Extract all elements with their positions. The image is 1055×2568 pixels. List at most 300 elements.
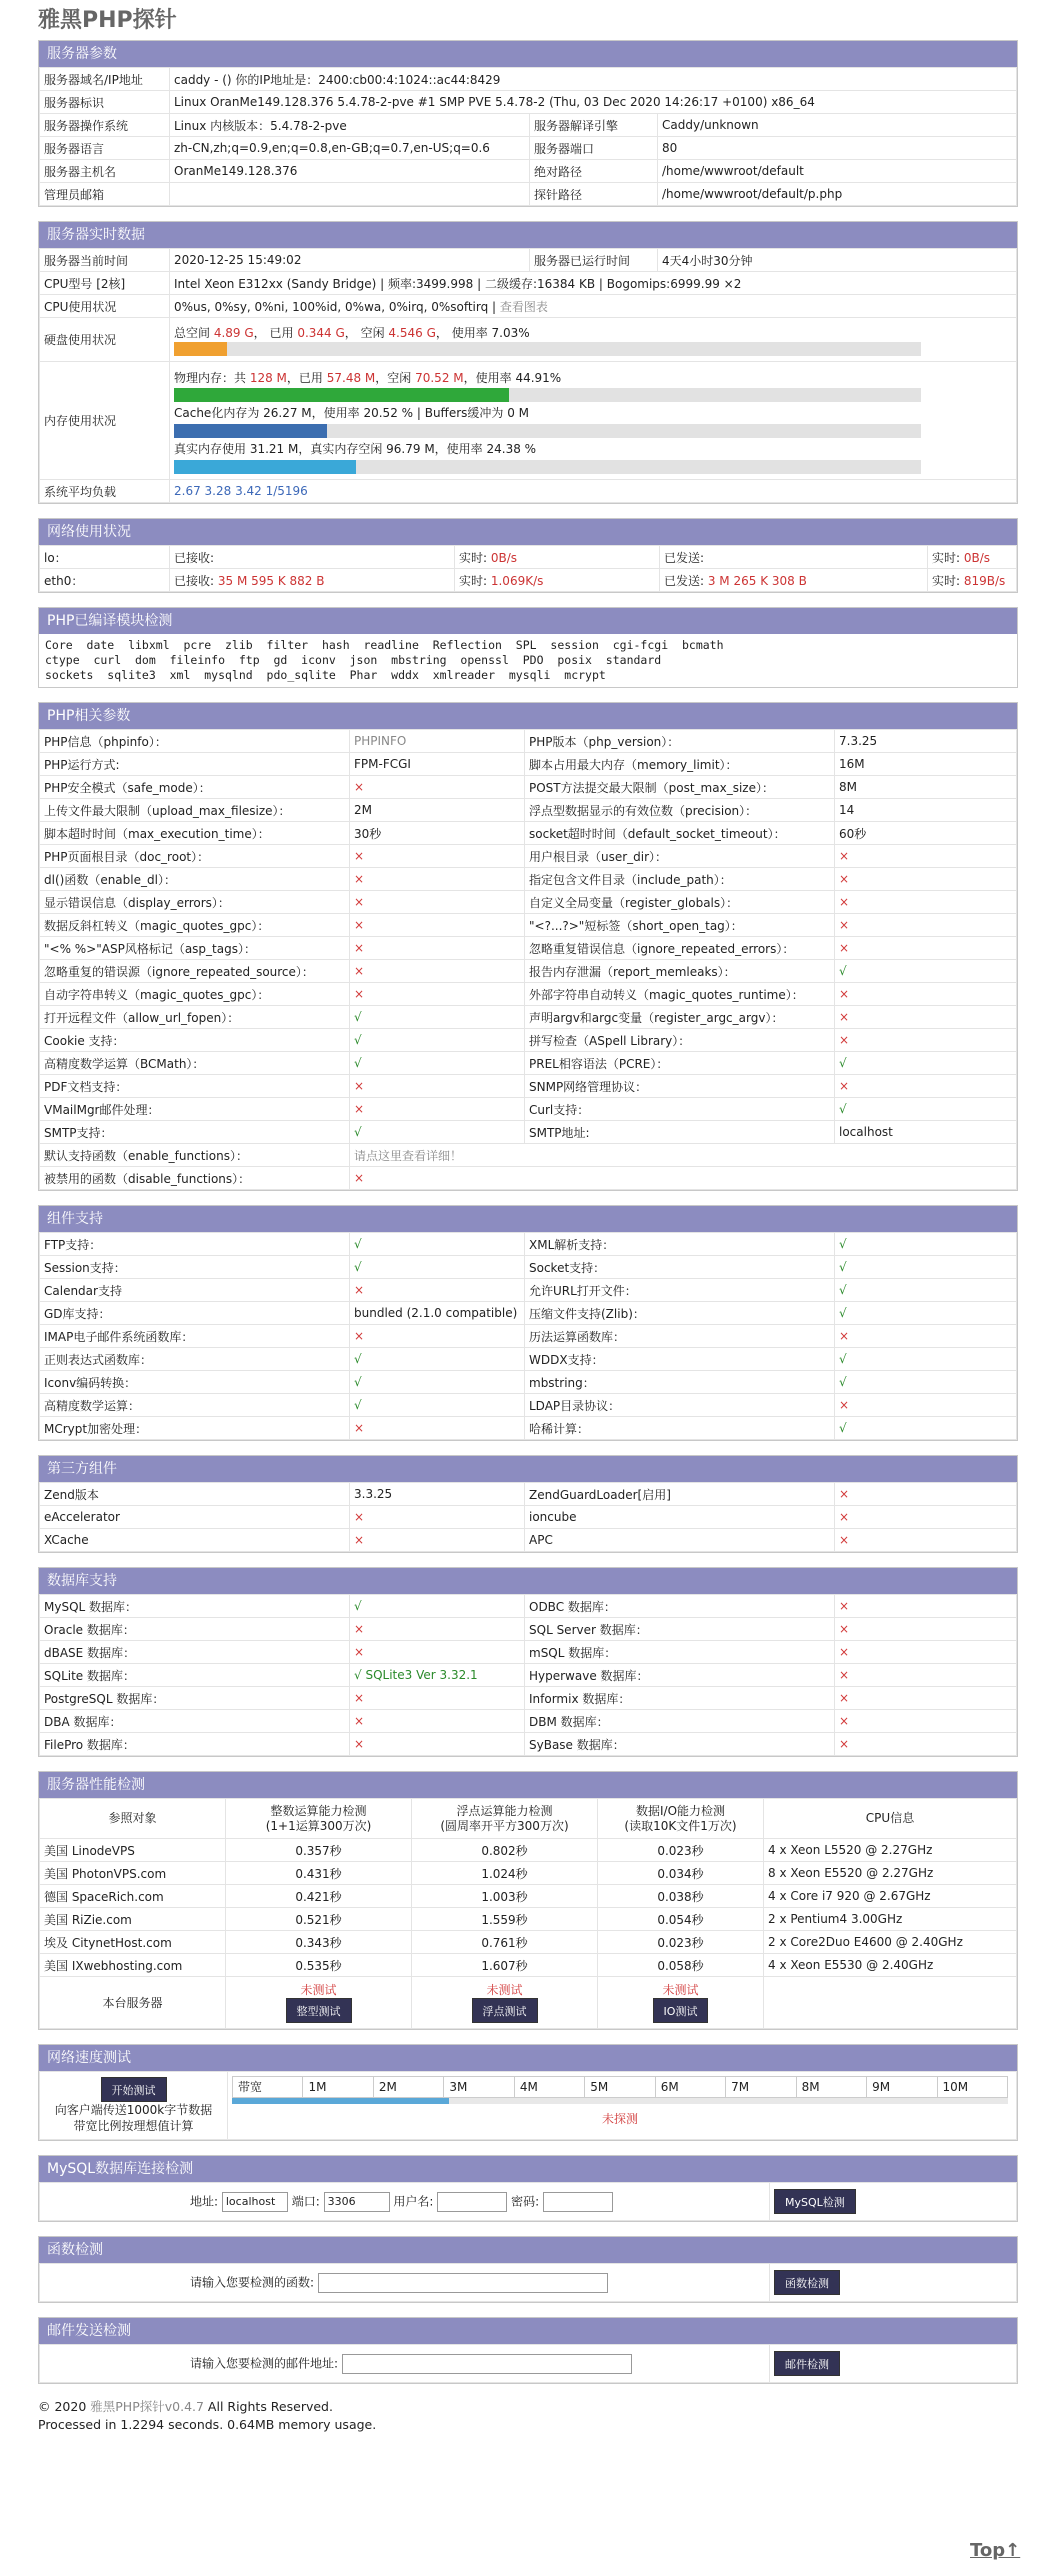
physical-memory-fill bbox=[174, 388, 509, 402]
param-label: 历法运算函数库： bbox=[525, 1325, 835, 1348]
param-value: 30秒 bbox=[350, 822, 525, 845]
benchmark-value: 0.034秒 bbox=[598, 1862, 764, 1885]
param-value: × bbox=[350, 1279, 525, 1302]
components-table bbox=[39, 1232, 1017, 1440]
footer: © 2020 雅黑PHP探针v0.4.7 All Rights Reserved. Processed in 1.2294 seconds. 0.64MB memory usage. bbox=[38, 2398, 1018, 2434]
disk-total: 4.89 G bbox=[213, 325, 254, 340]
table-row bbox=[40, 183, 1017, 206]
param-value: × bbox=[835, 891, 1017, 914]
benchmark-value: 4 x Xeon E5530 @ 2.40GHz bbox=[764, 1954, 1017, 1977]
param-label: 拼写检查（ASpell Library）： bbox=[525, 1029, 835, 1052]
param-value: × bbox=[350, 1417, 525, 1440]
table-row bbox=[40, 914, 1017, 937]
physical-memory-bar bbox=[174, 388, 921, 402]
disk-usage-bar bbox=[174, 342, 921, 356]
received-label: 已接收: bbox=[174, 573, 218, 588]
table-row bbox=[40, 1121, 1017, 1144]
password-input[interactable] bbox=[543, 2192, 613, 2212]
column-header-line: (圆周率开平方300万次) bbox=[440, 1818, 569, 1833]
mail-check-button[interactable]: 邮件检测 bbox=[774, 2351, 840, 2376]
param-label: GD库支持： bbox=[40, 1302, 350, 1325]
table-row bbox=[40, 1006, 1017, 1029]
param-value: × bbox=[350, 1687, 525, 1710]
param-value[interactable]: PHPINFO bbox=[350, 730, 525, 753]
table-row bbox=[40, 1733, 1017, 1756]
param-label: dl()函数（enable_dl）： bbox=[40, 868, 350, 891]
param-label: PDF文档支持： bbox=[40, 1075, 350, 1098]
param-value: 16M bbox=[835, 753, 1017, 776]
mem-used: 57.48 M bbox=[326, 370, 376, 385]
param-value: 3.3.25 bbox=[350, 1483, 525, 1506]
param-label: 自定义全局变量（register_globals）： bbox=[525, 891, 835, 914]
mail-input[interactable] bbox=[342, 2354, 632, 2374]
section-header: 邮件发送检测 bbox=[39, 2318, 1017, 2344]
param-label: 哈稀计算： bbox=[525, 1417, 835, 1440]
table-row bbox=[40, 1279, 1017, 1302]
column-header bbox=[412, 1799, 598, 1839]
param-label: SQL Server 数据库： bbox=[525, 1618, 835, 1641]
benchmark-value: 4 x Core i7 920 @ 2.67GHz bbox=[764, 1885, 1017, 1908]
param-label: Session支持： bbox=[40, 1256, 350, 1279]
param-label: IMAP电子邮件系统函数库： bbox=[40, 1325, 350, 1348]
received-cell bbox=[170, 569, 455, 592]
param-value: × bbox=[835, 1618, 1017, 1641]
table-row bbox=[40, 1394, 1017, 1417]
table-row bbox=[40, 983, 1017, 1006]
table-row bbox=[40, 137, 1017, 160]
table-row bbox=[40, 1417, 1017, 1440]
param-value: × bbox=[835, 914, 1017, 937]
port-input[interactable]: 3306 bbox=[324, 2192, 390, 2212]
table-row bbox=[40, 1595, 1017, 1618]
param-value: √ bbox=[835, 1417, 1017, 1440]
param-label: DBM 数据库： bbox=[525, 1710, 835, 1733]
column-header-line: 参照对象 bbox=[108, 1811, 157, 1825]
param-label: eAccelerator bbox=[40, 1506, 350, 1529]
param-value: × bbox=[835, 1595, 1017, 1618]
param-label: 显示错误信息（display_errors）： bbox=[40, 891, 350, 914]
function-input[interactable] bbox=[318, 2273, 608, 2293]
param-value: × bbox=[350, 845, 525, 868]
section-header: 服务器实时数据 bbox=[39, 222, 1017, 248]
param-value: × bbox=[835, 1710, 1017, 1733]
real-memory-fill bbox=[174, 460, 356, 474]
param-label: 服务器标识 bbox=[40, 91, 170, 114]
cpu-model-value: Intel Xeon E312xx (Sandy Bridge) | 频率:3499.998 | 二级缓存:16384 KB | Bogomips:6999.99 ×2 bbox=[170, 272, 1017, 295]
param-value: 8M bbox=[835, 776, 1017, 799]
param-label: Iconv编码转换： bbox=[40, 1371, 350, 1394]
benchmark-value: 1.559秒 bbox=[412, 1908, 598, 1931]
benchmark-value: 0.058秒 bbox=[598, 1954, 764, 1977]
table-row bbox=[40, 114, 1017, 137]
param-value: √ bbox=[835, 960, 1017, 983]
compiled-modules-list: Core date libxml pcre zlib filter hash readline Reflection SPL session cgi-fcgi bcmath ctype curl dom fileinfo ftp gd iconv json mbstring openssl PDO posix standard sockets sqlite3 xml mysqlnd pdo_sqlite Phar wddx xmlreader mysqli mcrypt bbox=[45, 638, 724, 682]
disk-label: 硬盘使用状况 bbox=[40, 318, 170, 362]
benchmark-value: 0.054秒 bbox=[598, 1908, 764, 1931]
param-value: × bbox=[350, 1075, 525, 1098]
column-header-line: (读取10K文件1万次) bbox=[624, 1818, 737, 1833]
table-row bbox=[40, 1098, 1017, 1121]
param-value: × bbox=[835, 1029, 1017, 1052]
table-row bbox=[40, 1506, 1017, 1529]
interface-name: eth0： bbox=[40, 569, 170, 592]
section-header: 服务器参数 bbox=[39, 41, 1017, 67]
param-value: × bbox=[835, 868, 1017, 891]
reference-server: 美国 PhotonVPS.com bbox=[40, 1862, 226, 1885]
param-value: 14 bbox=[835, 799, 1017, 822]
param-label: "<?...?>"短标签（short_open_tag）： bbox=[525, 914, 835, 937]
param-label: 数据反斜杠转义（magic_quotes_gpc）： bbox=[40, 914, 350, 937]
table-row bbox=[40, 1885, 1017, 1908]
table-row bbox=[40, 1710, 1017, 1733]
realtime-table bbox=[39, 248, 1017, 503]
param-value: × bbox=[350, 983, 525, 1006]
table-row bbox=[40, 937, 1017, 960]
cpu-usage-label: CPU使用状况 bbox=[40, 295, 170, 318]
real-memory-text: 真实内存使用 31.21 M，真实内存空闲 96.79 M，使用率 24.38 % bbox=[174, 441, 537, 456]
table-row bbox=[40, 1302, 1017, 1325]
param-value: bundled (2.1.0 compatible) bbox=[350, 1302, 525, 1325]
third-party-table bbox=[39, 1482, 1017, 1552]
param-value: √ bbox=[350, 1371, 525, 1394]
table-row bbox=[40, 1618, 1017, 1641]
param-value: /home/wwwroot/default/p.php bbox=[658, 183, 1017, 206]
param-value: × bbox=[350, 1710, 525, 1733]
mysql-check-table bbox=[39, 2182, 1017, 2221]
param-label: mbstring： bbox=[525, 1371, 835, 1394]
local-server-label: 本台服务器 bbox=[40, 1977, 226, 2029]
param-value: 60秒 bbox=[835, 822, 1017, 845]
sent-value: 3 M 265 K 308 B bbox=[707, 573, 807, 588]
param-value: × bbox=[835, 845, 1017, 868]
address-input[interactable]: localhost bbox=[222, 2192, 288, 2212]
table-row bbox=[40, 891, 1017, 914]
performance-section bbox=[38, 1771, 1018, 2030]
table-row bbox=[40, 1348, 1017, 1371]
param-label: ODBC 数据库： bbox=[525, 1595, 835, 1618]
param-label: 服务器解译引擎 bbox=[530, 114, 658, 137]
third-party-section bbox=[38, 1455, 1018, 1553]
param-label: Curl支持： bbox=[525, 1098, 835, 1121]
table-row bbox=[40, 1233, 1017, 1256]
real-memory-bar bbox=[174, 460, 921, 474]
param-label: 用户根目录（user_dir）： bbox=[525, 845, 835, 868]
sent-label: 已发送: bbox=[664, 573, 708, 588]
speed-progress-fill bbox=[232, 2098, 449, 2104]
scale-label: 2M bbox=[374, 2077, 444, 2097]
view-chart-link[interactable]: 查看图表 bbox=[499, 299, 548, 314]
param-value: /home/wwwroot/default bbox=[658, 160, 1017, 183]
int-test-cell: 未测试 整型测试 bbox=[226, 1977, 412, 2029]
section-header: 网络速度测试 bbox=[39, 2045, 1017, 2071]
param-value: 2M bbox=[350, 799, 525, 822]
param-value: × bbox=[835, 1733, 1017, 1756]
cache-memory-fill bbox=[174, 424, 327, 438]
function-check-section bbox=[38, 2236, 1018, 2303]
memory-label: 内存使用状况 bbox=[40, 362, 170, 480]
param-value: × bbox=[835, 1641, 1017, 1664]
tx-rate: 0B/s bbox=[963, 550, 991, 565]
param-value: × bbox=[350, 1325, 525, 1348]
mail-label: 请输入您要检测的邮件地址: bbox=[190, 2356, 339, 2370]
tx-rate: 819B/s bbox=[963, 573, 1006, 588]
param-value: caddy - () 你的IP地址是：2400:cb00:4:1024::ac44:8429 bbox=[170, 68, 1017, 91]
param-value: × bbox=[350, 937, 525, 960]
enable-functions-link[interactable]: 请点这里查看详细！ bbox=[350, 1144, 1017, 1167]
param-label: APC bbox=[525, 1529, 835, 1552]
sent-cell bbox=[660, 546, 928, 569]
param-label: 服务器端口 bbox=[530, 137, 658, 160]
php-params-section bbox=[38, 702, 1018, 1191]
param-label: 脚本占用最大内存（memory_limit）： bbox=[525, 753, 835, 776]
benchmark-value: 2 x Core2Duo E4600 @ 2.40GHz bbox=[764, 1931, 1017, 1954]
section-header: PHP已编译模块检测 bbox=[39, 608, 1017, 634]
section-header: MySQL数据库连接检测 bbox=[39, 2156, 1017, 2182]
table-row bbox=[40, 1908, 1017, 1931]
param-value: √ bbox=[835, 1052, 1017, 1075]
back-to-top-link[interactable]: Top↑ bbox=[970, 2540, 1021, 2561]
scale-label: 4M bbox=[515, 2077, 585, 2097]
table-row bbox=[40, 1664, 1017, 1687]
param-value: √ bbox=[350, 1052, 525, 1075]
table-row bbox=[40, 1862, 1017, 1885]
speed-desc-1: 向客户端传送1000k字节数据 bbox=[54, 2103, 213, 2117]
param-value: × bbox=[350, 914, 525, 937]
uptime-label: 服务器已运行时间 bbox=[530, 249, 658, 272]
int-test-button[interactable]: 整型测试 bbox=[286, 1998, 352, 2023]
reference-server: 德国 SpaceRich.com bbox=[40, 1885, 226, 1908]
username-label: 用户名: bbox=[393, 2194, 434, 2208]
param-label: 报告内存泄漏（report_memleaks）： bbox=[525, 960, 835, 983]
table-row bbox=[40, 1839, 1017, 1862]
realtime-section bbox=[38, 221, 1018, 504]
param-label: Cookie 支持： bbox=[40, 1029, 350, 1052]
param-label: PHP信息（phpinfo）： bbox=[40, 730, 350, 753]
bandwidth-scale bbox=[232, 2076, 1008, 2098]
param-value: √ bbox=[350, 1121, 525, 1144]
tx-rate-cell bbox=[928, 546, 1017, 569]
section-header: 数据库支持 bbox=[39, 1568, 1017, 1594]
param-label: FTP支持： bbox=[40, 1233, 350, 1256]
param-value: × bbox=[350, 1506, 525, 1529]
disk-free: 4.546 G bbox=[388, 325, 436, 340]
param-value: √ bbox=[350, 1595, 525, 1618]
param-value: √ bbox=[835, 1098, 1017, 1121]
mem-free: 70.52 M bbox=[415, 370, 464, 385]
time-label: 服务器当前时间 bbox=[40, 249, 170, 272]
benchmark-value: 1.003秒 bbox=[412, 1885, 598, 1908]
mail-form bbox=[40, 2345, 770, 2383]
param-label: PHP页面根目录（doc_root）： bbox=[40, 845, 350, 868]
param-value: × bbox=[835, 937, 1017, 960]
column-header bbox=[764, 1799, 1017, 1839]
table-row bbox=[40, 1052, 1017, 1075]
tx-rate-cell bbox=[928, 569, 1017, 592]
param-value: FPM-FCGI bbox=[350, 753, 525, 776]
received-cell bbox=[170, 546, 455, 569]
param-label: 忽略重复错误信息（ignore_repeated_errors）： bbox=[525, 937, 835, 960]
param-label: PHP安全模式（safe_mode）： bbox=[40, 776, 350, 799]
param-label: 指定包含文件目录（include_path）： bbox=[525, 868, 835, 891]
param-label: 高精度数学运算（BCMath）： bbox=[40, 1052, 350, 1075]
table-row bbox=[40, 868, 1017, 891]
table-row bbox=[40, 1325, 1017, 1348]
mem-total: 128 M bbox=[249, 370, 287, 385]
param-value: √ bbox=[350, 1348, 525, 1371]
column-header-line: 浮点运算能力检测 bbox=[456, 1803, 553, 1818]
param-value: zh-CN,zh;q=0.9,en;q=0.8,en-GB;q=0.7,en-US;q=0.6 bbox=[170, 137, 530, 160]
param-value: √ bbox=[835, 1302, 1017, 1325]
benchmark-value: 4 x Xeon L5520 @ 2.27GHz bbox=[764, 1839, 1017, 1862]
table-row bbox=[40, 569, 1017, 592]
cpu-usage-cell: 0%us, 0%sy, 0%ni, 100%id, 0%wa, 0%irq, 0%softirq | 查看图表 bbox=[170, 295, 1017, 318]
param-label: Informix 数据库： bbox=[525, 1687, 835, 1710]
param-label: 忽略重复的错误源（ignore_repeated_source）： bbox=[40, 960, 350, 983]
param-label: 服务器主机名 bbox=[40, 160, 170, 183]
network-section bbox=[38, 518, 1018, 593]
param-value: × bbox=[350, 1733, 525, 1756]
param-label: 外部字符串自动转义（magic_quotes_runtime）： bbox=[525, 983, 835, 1006]
param-value: × bbox=[835, 1325, 1017, 1348]
column-header bbox=[598, 1799, 764, 1839]
param-value: Caddy/unknown bbox=[658, 114, 1017, 137]
received-value: 35 M 595 K 882 B bbox=[217, 573, 325, 588]
address-label: 地址: bbox=[190, 2194, 219, 2208]
param-label: WDDX支持： bbox=[525, 1348, 835, 1371]
start-speed-test-button[interactable]: 开始测试 bbox=[101, 2077, 167, 2102]
mail-button-cell bbox=[770, 2345, 1017, 2383]
network-speed-table bbox=[39, 2071, 1017, 2140]
scale-label: 9M bbox=[867, 2077, 937, 2097]
param-label: 服务器域名/IP地址 bbox=[40, 68, 170, 91]
param-label: mSQL 数据库： bbox=[525, 1641, 835, 1664]
param-value: √ bbox=[350, 1006, 525, 1029]
table-row bbox=[40, 1371, 1017, 1394]
scale-label: 10M bbox=[942, 2080, 969, 2094]
param-label: POST方法提交最大限制（post_max_size）： bbox=[525, 776, 835, 799]
column-header-line: 整数运算能力检测 bbox=[270, 1803, 367, 1818]
sent-cell bbox=[660, 569, 928, 592]
function-check-button[interactable]: 函数检测 bbox=[774, 2270, 840, 2295]
table-row bbox=[40, 776, 1017, 799]
float-test-button[interactable]: 浮点测试 bbox=[472, 1998, 538, 2023]
table-row bbox=[40, 1687, 1017, 1710]
param-value: √ bbox=[350, 1233, 525, 1256]
table-row bbox=[40, 845, 1017, 868]
scale-label: 6M bbox=[656, 2077, 726, 2097]
param-value: × bbox=[350, 1641, 525, 1664]
param-label: 上传文件最大限制（upload_max_filesize）： bbox=[40, 799, 350, 822]
rate-label: 实时: bbox=[932, 573, 964, 588]
scale-label: 5M bbox=[585, 2077, 655, 2097]
mysql-form bbox=[40, 2183, 770, 2221]
param-label: 声明argv和argc变量（register_argc_argv）： bbox=[525, 1006, 835, 1029]
interface-name: lo： bbox=[40, 546, 170, 569]
benchmark-value: 0.802秒 bbox=[412, 1839, 598, 1862]
param-label: 允许URL打开文件： bbox=[525, 1279, 835, 1302]
param-label: SyBase 数据库： bbox=[525, 1733, 835, 1756]
time-value: 2020-12-25 15:49:02 bbox=[170, 249, 530, 272]
benchmark-value: 1.607秒 bbox=[412, 1954, 598, 1977]
network-table bbox=[39, 545, 1017, 592]
param-value: × bbox=[350, 1529, 525, 1552]
section-header: PHP相关参数 bbox=[39, 703, 1017, 729]
param-label: LDAP目录协议： bbox=[525, 1394, 835, 1417]
footer-link[interactable]: 雅黑PHP探针v0.4.7 bbox=[90, 2399, 204, 2414]
param-value: √ bbox=[835, 1371, 1017, 1394]
param-value: × bbox=[835, 983, 1017, 1006]
speed-progress-bar bbox=[232, 2098, 1008, 2104]
param-value: √ bbox=[835, 1348, 1017, 1371]
php-params-table bbox=[39, 729, 1017, 1190]
server-params-section bbox=[38, 40, 1018, 207]
function-button-cell bbox=[770, 2264, 1017, 2302]
database-section bbox=[38, 1567, 1018, 1757]
param-label: SMTP地址: bbox=[525, 1121, 835, 1144]
enable-functions-label: 默认支持函数（enable_functions）： bbox=[40, 1144, 350, 1167]
param-label: 浮点型数据显示的有效位数（precision）： bbox=[525, 799, 835, 822]
mysql-check-button[interactable]: MySQL检测 bbox=[774, 2189, 856, 2214]
rate-label: 实时: bbox=[459, 550, 491, 565]
reference-server: 美国 LinodeVPS bbox=[40, 1839, 226, 1862]
param-label: SNMP网络管理协议： bbox=[525, 1075, 835, 1098]
rx-rate-cell bbox=[455, 546, 660, 569]
memory-cell: 物理内存：共 128 M，已用 57.48 M，空闲 70.52 M，使用率 44.91% Cache化内存为 26.27 M，使用率 20.52 % | Buffers缓冲为 0 M 真实内存使用 31.21 M，真实内存空闲 96.79 M，使用率 24.38 % bbox=[170, 362, 1017, 480]
disable-functions-value: × bbox=[350, 1167, 1017, 1190]
io-test-button[interactable]: IO测试 bbox=[653, 1998, 709, 2023]
param-value: 7.3.25 bbox=[835, 730, 1017, 753]
components-section bbox=[38, 1205, 1018, 1441]
param-label: 压缩文件支持(Zlib)： bbox=[525, 1302, 835, 1325]
column-header bbox=[226, 1799, 412, 1839]
param-value: √ bbox=[835, 1256, 1017, 1279]
param-value: √ bbox=[835, 1233, 1017, 1256]
param-value: √ bbox=[835, 1279, 1017, 1302]
param-label: 正则表达式函数库： bbox=[40, 1348, 350, 1371]
table-row bbox=[40, 799, 1017, 822]
param-label: Zend版本 bbox=[40, 1483, 350, 1506]
benchmark-value: 2 x Pentium4 3.00GHz bbox=[764, 1908, 1017, 1931]
param-label: XCache bbox=[40, 1529, 350, 1552]
param-value: × bbox=[835, 1529, 1017, 1552]
username-input[interactable] bbox=[437, 2192, 507, 2212]
param-value bbox=[170, 183, 530, 206]
reference-server: 美国 RiZie.com bbox=[40, 1908, 226, 1931]
cpu-usage-value: 0%us, 0%sy, 0%ni, 100%id, 0%wa, 0%irq, 0%softirq bbox=[174, 299, 489, 314]
param-label: "<% %>"ASP风格标记（asp_tags）： bbox=[40, 937, 350, 960]
io-test-cell: 未测试 IO测试 bbox=[598, 1977, 764, 2029]
param-label: 打开远程文件（allow_url_fopen）： bbox=[40, 1006, 350, 1029]
param-label: 探针路径 bbox=[530, 183, 658, 206]
table-row bbox=[40, 960, 1017, 983]
network-speed-section bbox=[38, 2044, 1018, 2141]
table-row bbox=[40, 1075, 1017, 1098]
benchmark-value: 1.024秒 bbox=[412, 1862, 598, 1885]
function-label: 请输入您要检测的函数: bbox=[190, 2275, 315, 2289]
reference-server: 埃及 CitynetHost.com bbox=[40, 1931, 226, 1954]
param-label: 服务器操作系统 bbox=[40, 114, 170, 137]
disk-used: 0.344 G bbox=[297, 325, 345, 340]
received-label: 已接收: bbox=[174, 550, 215, 565]
scale-label: 1M bbox=[303, 2077, 373, 2097]
performance-table bbox=[39, 1798, 1017, 2029]
table-row bbox=[40, 822, 1017, 845]
column-header-line: (1+1运算300万次) bbox=[265, 1818, 372, 1833]
function-check-table bbox=[39, 2263, 1017, 2302]
mysql-button-cell bbox=[770, 2183, 1017, 2221]
param-label: ZendGuardLoader[启用] bbox=[525, 1483, 835, 1506]
float-test-cell: 未测试 浮点测试 bbox=[412, 1977, 598, 2029]
